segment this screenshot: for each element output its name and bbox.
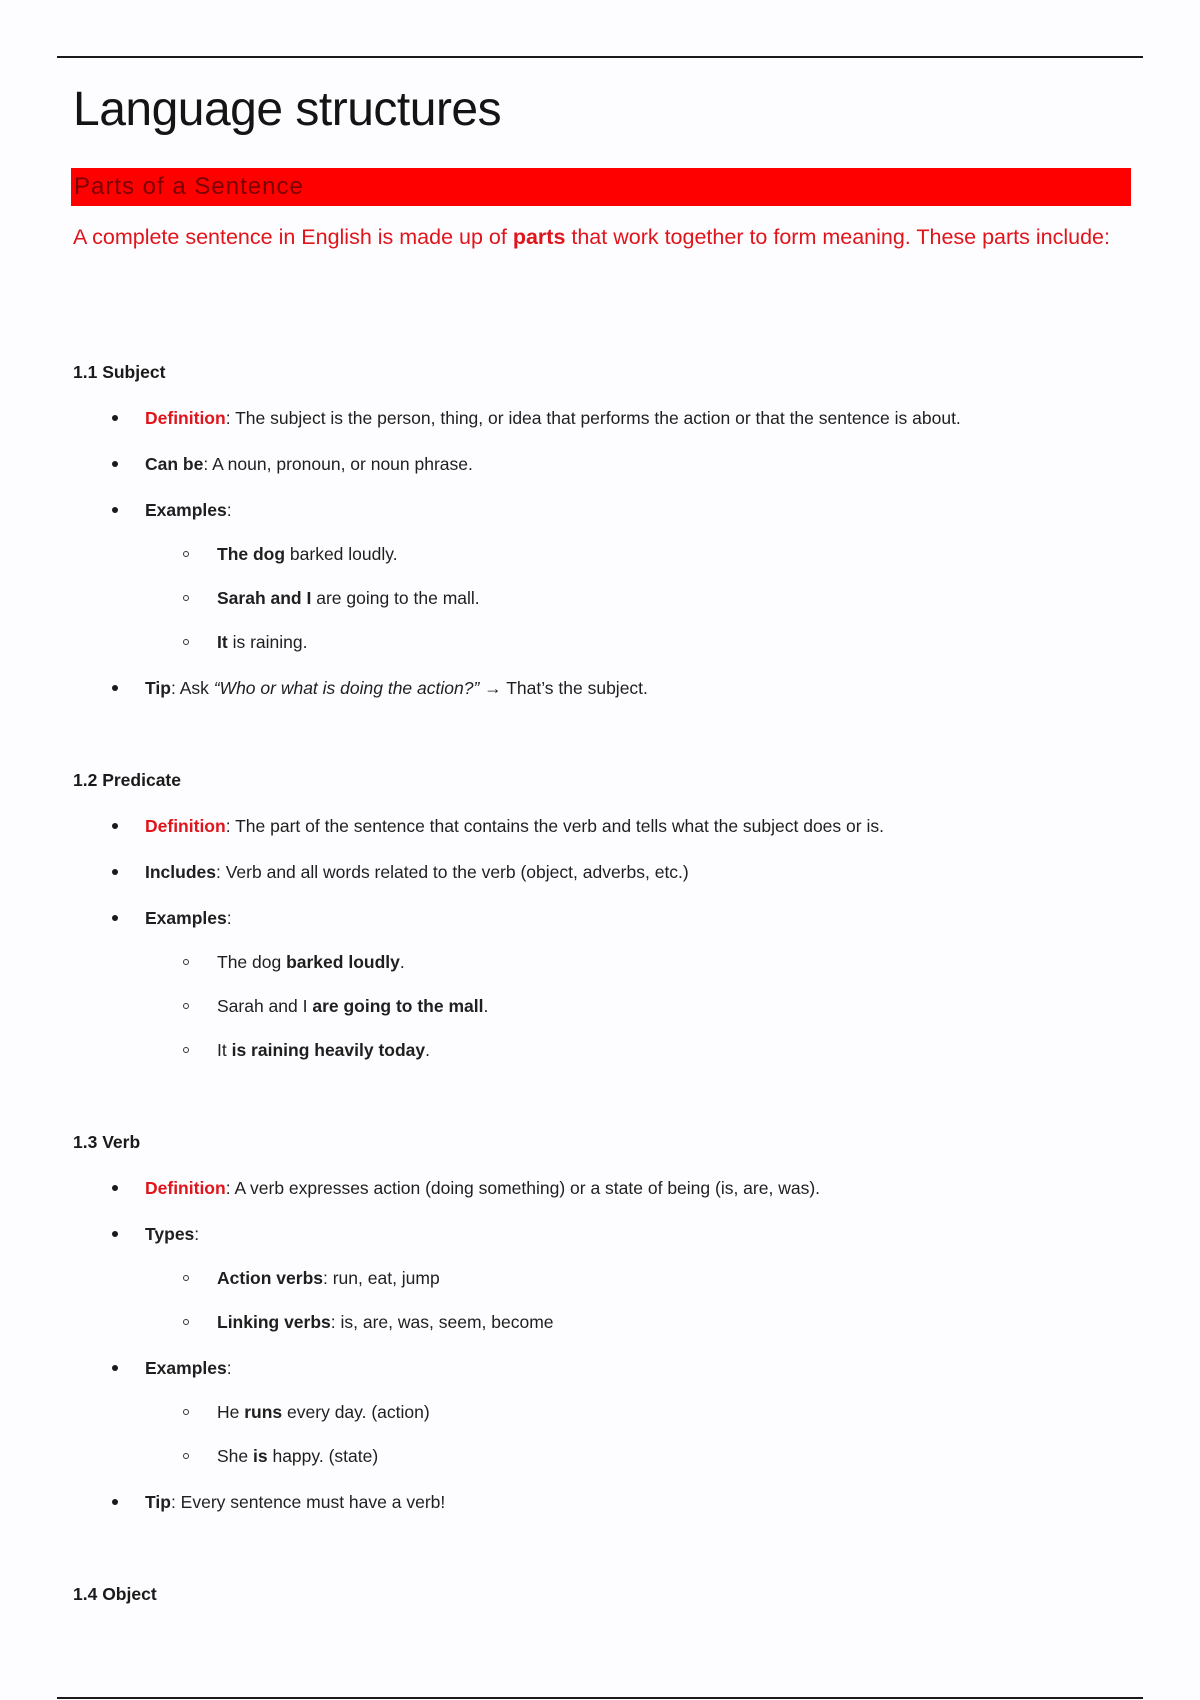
definition-text: : The part of the sentence that contains the verb and tells what the subject does or is. <box>225 816 884 836</box>
example-text: Sarah and I <box>217 996 313 1016</box>
list-item <box>73 676 1133 700</box>
example-item <box>73 950 1133 974</box>
examples-label: Examples <box>145 1358 227 1378</box>
list-item <box>73 452 1133 476</box>
intro-text-end: that work together to form meaning. These parts include: <box>565 225 1110 249</box>
example-bold: is <box>253 1446 268 1466</box>
types-colon: : <box>194 1224 200 1244</box>
tip-question: “Who or what is doing the action?” <box>213 678 480 698</box>
type-bold: Action verbs <box>217 1268 323 1288</box>
example-item <box>73 586 1133 610</box>
example-text: He <box>217 1402 245 1422</box>
page-title: Language structures <box>73 83 502 136</box>
verb-section <box>73 1130 1133 1514</box>
tip-label: Tip <box>145 678 171 698</box>
types-list <box>145 1266 1133 1334</box>
example-bold: Sarah and I <box>217 588 312 608</box>
definition-text: : A verb expresses action (doing something) or a state of being (is, are, was). <box>225 1178 821 1198</box>
verb-heading: 1.3 Verb <box>73 1132 141 1152</box>
types-label: Types <box>145 1224 195 1244</box>
section-banner: Parts of a Sentence <box>71 168 1131 206</box>
examples-label: Examples <box>145 908 227 928</box>
includes-label: Includes <box>145 862 216 882</box>
subject-heading: 1.1 Subject <box>73 362 166 382</box>
list-item <box>73 906 1133 1062</box>
type-text: : is, are, was, seem, become <box>330 1312 554 1332</box>
predicate-section <box>73 768 1133 1062</box>
list-item <box>73 498 1133 654</box>
list-item <box>73 814 1133 838</box>
predicate-list <box>73 814 1133 1062</box>
example-text: are going to the mall. <box>311 588 480 608</box>
object-section <box>73 1582 1133 1606</box>
examples-colon: : <box>226 500 232 520</box>
examples-colon: : <box>226 908 232 928</box>
examples-colon: : <box>226 1358 232 1378</box>
example-bold: runs <box>244 1402 283 1422</box>
canbe-label: Can be <box>145 454 204 474</box>
list-item <box>73 1490 1133 1514</box>
example-bold: The dog <box>217 544 286 564</box>
tip-text-end: → That’s the subject. <box>479 678 648 698</box>
definition-label: Definition <box>145 408 226 428</box>
verb-list <box>73 1176 1133 1514</box>
list-item <box>73 1356 1133 1468</box>
list-item <box>73 406 1133 430</box>
tip-text: : Ask <box>170 678 214 698</box>
example-bold: is raining heavily today <box>231 1040 426 1060</box>
examples-list <box>145 1400 1133 1468</box>
example-item <box>73 994 1133 1018</box>
top-rule <box>57 56 1143 58</box>
examples-list <box>145 542 1133 654</box>
example-text-end: happy. (state) <box>267 1446 379 1466</box>
example-item <box>73 1038 1133 1062</box>
document-body <box>73 80 1133 254</box>
example-text-end: . <box>483 996 489 1016</box>
examples-list <box>145 950 1133 1062</box>
example-item <box>73 1400 1133 1424</box>
example-bold: It <box>217 632 228 652</box>
definition-text: : The subject is the person, thing, or idea that performs the action or that the sentence is about. <box>225 408 961 428</box>
example-text-end: . <box>425 1040 431 1060</box>
tip-label: Tip <box>145 1492 171 1512</box>
includes-text: : Verb and all words related to the verb (object, adverbs, etc.) <box>216 862 689 882</box>
definition-label: Definition <box>145 816 226 836</box>
examples-label: Examples <box>145 500 227 520</box>
example-text: is raining. <box>227 632 308 652</box>
type-text: : run, eat, jump <box>323 1268 440 1288</box>
list-item <box>73 1222 1133 1334</box>
subject-list <box>73 406 1133 700</box>
example-text: She <box>217 1446 253 1466</box>
subject-section <box>73 360 1133 700</box>
example-text: It <box>217 1040 232 1060</box>
example-item <box>73 1444 1133 1468</box>
intro-paragraph <box>73 220 1113 254</box>
tip-text: : Every sentence must have a verb! <box>170 1492 446 1512</box>
example-bold: are going to the mall <box>312 996 484 1016</box>
example-item <box>73 542 1133 566</box>
type-item <box>73 1266 1133 1290</box>
example-text-end: . <box>399 952 405 972</box>
intro-bold: parts <box>512 225 566 249</box>
example-text-end: every day. (action) <box>282 1402 430 1422</box>
example-text: barked loudly. <box>285 544 398 564</box>
example-bold: barked loudly <box>286 952 400 972</box>
example-text: The dog <box>217 952 287 972</box>
bottom-rule <box>57 1697 1143 1699</box>
type-item <box>73 1310 1133 1334</box>
list-item <box>73 1176 1133 1200</box>
predicate-heading: 1.2 Predicate <box>73 770 181 790</box>
example-item <box>73 630 1133 654</box>
list-item <box>73 860 1133 884</box>
canbe-text: : A noun, pronoun, or noun phrase. <box>203 454 473 474</box>
definition-label: Definition <box>145 1178 226 1198</box>
intro-text: A complete sentence in English is made up of <box>73 225 513 249</box>
type-bold: Linking verbs <box>217 1312 331 1332</box>
object-heading: 1.4 Object <box>73 1584 157 1604</box>
